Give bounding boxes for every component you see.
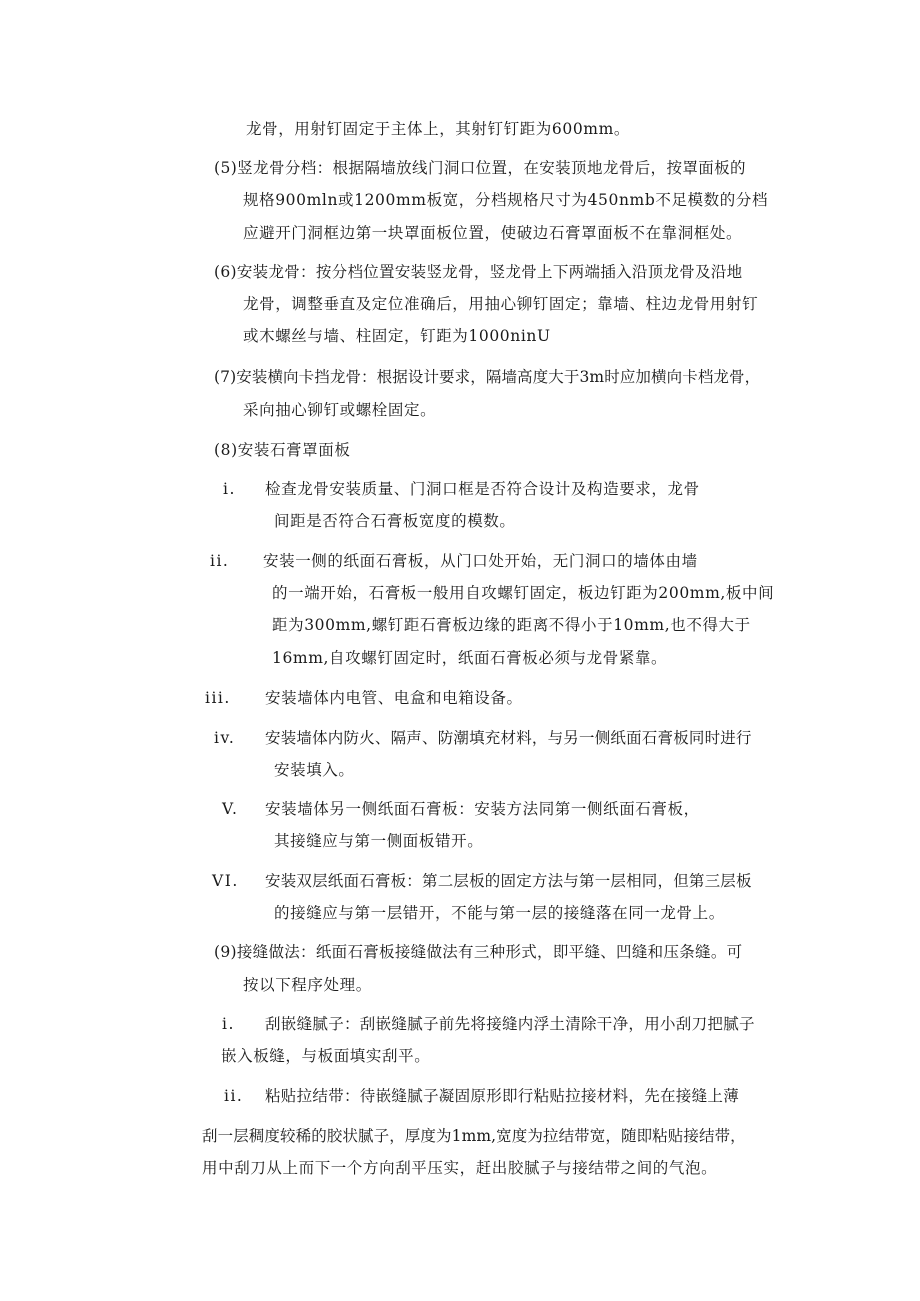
- list-item-line: 16mm,自攻螺钉固定时，纸面石膏板必须与龙骨紧靠。: [272, 649, 668, 667]
- text-line: 龙骨，用射钉固定于主体上，其射钉钉距为600mm。: [246, 120, 630, 138]
- list-item-line: 刮嵌缝腻子：刮嵌缝腻子前先将接缝内浮土清除干净，用小刮刀把腻子: [265, 1015, 755, 1033]
- list-marker: ii.: [224, 1087, 244, 1105]
- list-item-line: 粘贴拉结带：待嵌缝腻子凝固原形即行粘贴拉接材料，先在接缝上薄: [265, 1087, 740, 1105]
- list-marker: V.: [222, 800, 239, 818]
- list-item-line: 安装墙体内电管、电盒和电箱设备。: [265, 689, 523, 707]
- list-marker: i.: [223, 480, 236, 498]
- list-item-line: 的一端开始，石膏板一般用自攻螺钉固定，板边钉距为200mm,板中间: [272, 584, 775, 602]
- list-item-line: 刮一层稠度较稀的胶状腻子，厚度为1mm,宽度为拉结带宽，随即粘贴接结带，: [202, 1127, 746, 1145]
- paragraph-6-line: 或木螺丝与墙、柱固定，钉距为1000ninU: [243, 327, 551, 345]
- list-marker: i.: [222, 1015, 235, 1033]
- list-item-line: 的接缝应与第一层错开，不能与第一层的接缝落在同一龙骨上。: [274, 904, 725, 922]
- list-item-line: 间距是否符合石膏板宽度的模数。: [274, 512, 516, 530]
- paragraph-7-line: (7)安装横向卡挡龙骨：根据设计要求，隔墙高度大于3m时应加横向卡档龙骨，: [214, 368, 761, 386]
- paragraph-7-line: 采向抽心铆钉或螺栓固定。: [243, 401, 437, 419]
- list-item-line: 用中刮刀从上而下一个方向刮平压实，赶出胶腻子与接结带之间的气泡。: [202, 1159, 718, 1177]
- list-item-line: 安装双层纸面石膏板：第二层板的固定方法与第一层相同，但第三层板: [265, 872, 752, 890]
- paragraph-9-line: 按以下程序处理。: [243, 976, 372, 994]
- list-item-line: 安装墙体另一侧纸面石膏板：安装方法同第一侧纸面石膏板，: [265, 800, 700, 818]
- list-item-line: 安装填入。: [274, 761, 355, 779]
- paragraph-8-heading: (8)安装石膏罩面板: [214, 441, 351, 459]
- list-marker: VI.: [212, 872, 239, 890]
- list-item-line: 嵌入板缝，与板面填实刮平。: [221, 1047, 431, 1065]
- paragraph-9-line: (9)接缝做法：纸面石膏板接缝做法有三种形式，即平缝、凹缝和压条缝。可: [214, 943, 743, 961]
- list-marker: iii.: [205, 689, 231, 707]
- list-item-line: 距为300mm,螺钉距石膏板边缘的距离不得小于10mm,也不得大于: [272, 616, 751, 634]
- list-item-line: 其接缝应与第一侧面板错开。: [274, 832, 484, 850]
- list-item-line: 检查龙骨安装质量、门洞口框是否符合设计及构造要求，龙骨: [265, 480, 700, 498]
- list-item-line: 安装一侧的纸面石膏板，从门口处开始，无门洞口的墙体由墙: [263, 552, 698, 570]
- paragraph-6-line: 龙骨，调整垂直及定位准确后，用抽心铆钉固定；靠墙、柱边龙骨用射钉: [243, 295, 759, 313]
- list-marker: ii.: [210, 552, 230, 570]
- list-marker: iv.: [214, 729, 236, 747]
- list-item-line: 安装墙体内防火、隔声、防潮填充材料，与另一侧纸面石膏板同时进行: [265, 729, 752, 747]
- paragraph-5-line: 应避开门洞框边第一块罩面板位置，使破边石膏罩面板不在靠洞框处。: [243, 224, 743, 242]
- paragraph-6-line: (6)安装龙骨：按分档位置安装竖龙骨，竖龙骨上下两端插入沿顶龙骨及沿地: [214, 263, 743, 281]
- paragraph-5-line: 规格900mln或1200mm板宽，分档规格尺寸为450nmb不足模数的分档: [243, 191, 769, 209]
- paragraph-5-line: (5)竖龙骨分档：根据隔墙放线门洞口位置，在安装顶地龙骨后，按罩面板的: [214, 159, 746, 177]
